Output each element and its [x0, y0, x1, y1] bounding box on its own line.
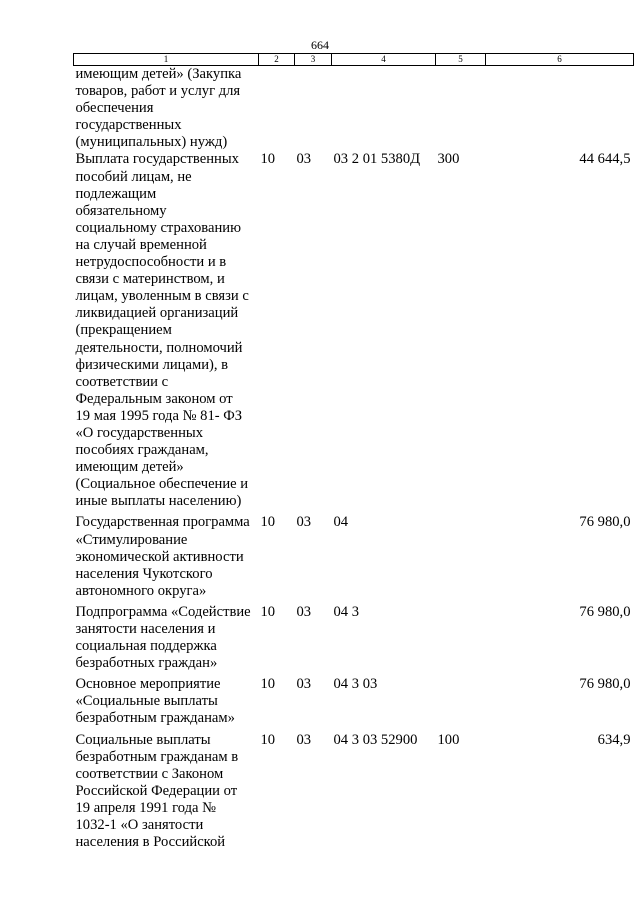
page-number: 664 [311, 38, 329, 52]
table-row [74, 66, 634, 152]
row-amount: 44 644,5 [579, 151, 631, 168]
row-subsection [295, 66, 332, 152]
row-target-code: 04 3 03 [333, 676, 378, 693]
row-section: 10 [260, 514, 276, 531]
column-header-6: 6 [486, 54, 634, 66]
table-row [74, 514, 634, 599]
row-expense-type [436, 604, 486, 672]
row-amount: 76 980,0 [579, 676, 631, 693]
row-name: Социальные выплаты безработным гражданам в соответствии с Законом Российской Федерации от 19 апреля 1991 года № 1032-1 «О занятости населения в Российской [75, 731, 239, 851]
row-name: Государственная программа «Стимулирование экономической активности населения Чукотского автономного округа» [75, 514, 250, 599]
row-expense-type [436, 676, 486, 727]
column-header-5: 5 [436, 54, 486, 66]
row-expense-type: 300 [437, 151, 460, 168]
column-header-2: 2 [259, 54, 295, 66]
table-row [74, 604, 634, 672]
row-target-code: 04 [333, 514, 349, 531]
column-header-1: 1 [74, 54, 259, 66]
row-amount: 634,9 [597, 731, 631, 748]
row-subsection: 03 [296, 731, 312, 748]
row-expense-type: 100 [437, 731, 460, 748]
table-row [74, 151, 634, 510]
row-section [259, 66, 295, 152]
row-target-code: 04 3 [333, 603, 360, 620]
row-section: 10 [260, 731, 276, 748]
row-section: 10 [260, 151, 276, 168]
column-header-4: 4 [332, 54, 436, 66]
table-row [74, 676, 634, 727]
row-amount [486, 66, 634, 152]
row-section: 10 [260, 603, 276, 620]
row-expense-type [436, 514, 486, 599]
column-number-header-row [74, 54, 634, 66]
table-row [74, 732, 634, 852]
row-subsection: 03 [296, 151, 312, 168]
row-subsection: 03 [296, 676, 312, 693]
row-amount: 76 980,0 [579, 603, 631, 620]
row-target-code [332, 66, 436, 152]
row-name: Подпрограмма «Содействие занятости населения и социальная поддержка безработных граждан» [75, 603, 251, 672]
row-name: имеющим детей» (Закупка товаров, работ и услуг для обеспечения государственных (муниципальных) нужд) [75, 66, 242, 151]
row-expense-type [436, 66, 486, 152]
row-subsection: 03 [296, 603, 312, 620]
row-target-code: 04 3 03 52900 [333, 731, 418, 748]
row-subsection: 03 [296, 514, 312, 531]
budget-table [73, 53, 634, 851]
row-target-code: 03 2 01 5380Д [333, 151, 421, 168]
row-name: Основное мероприятие «Социальные выплаты безработным гражданам» [75, 676, 235, 727]
column-header-3: 3 [295, 54, 332, 66]
row-name: Выплата государственных пособий лицам, не подлежащим обязательному социальному страхованию на случай временной нетрудоспособности и в связи с материнством, и лицам, уволенным в связи с ликвидацией организаций (прекращением деятельности, полномочий физическими лицами), в соответствии с Федеральным законом от 19 мая 1995 года № 81- ФЗ «О государственных пособиях гражданам, имеющим детей» (Социальное обеспечение и иные выплаты населению) [75, 151, 249, 510]
row-section: 10 [260, 676, 276, 693]
row-amount: 76 980,0 [579, 514, 631, 531]
